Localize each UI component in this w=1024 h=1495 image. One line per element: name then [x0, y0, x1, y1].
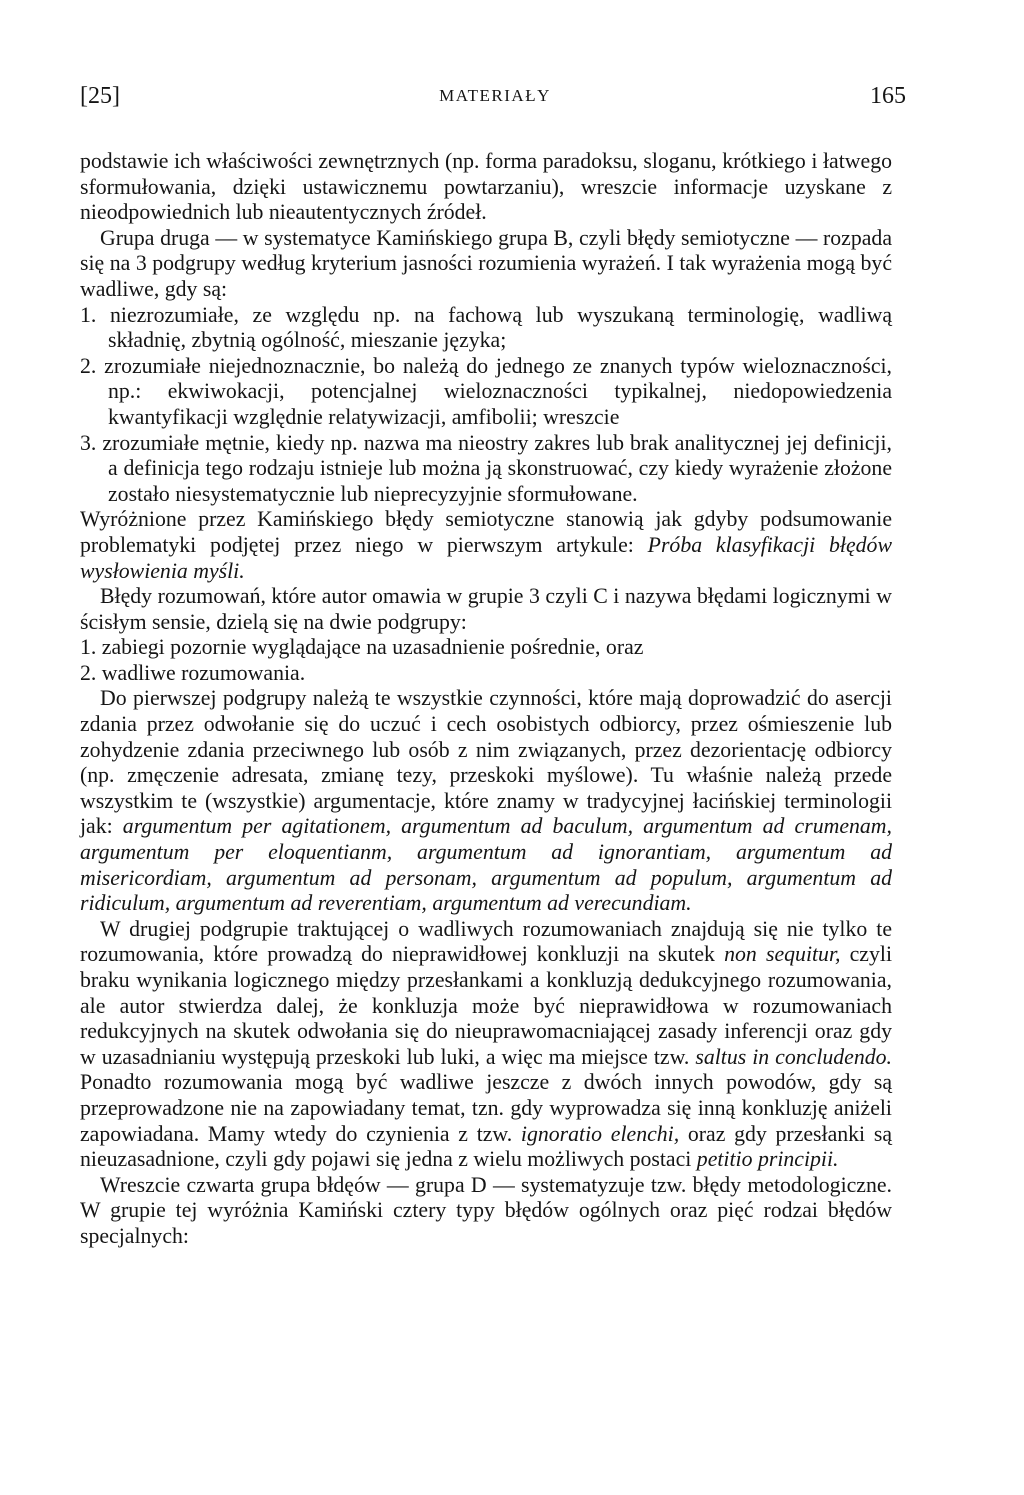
paragraph: Błędy rozumowań, które autor omawia w grupie 3 czyli C i nazywa błędami logicznymi w ścisłym sensie, dzielą się na dwie podgrupy:: [80, 584, 892, 634]
paragraph: Grupa druga — w systematyce Kamińskiego grupa B, czyli błędy semiotyczne — rozpada się na 3 podgrupy według kryterium jasności rozumienia wyrażeń. I tak wyrażenia mogą być wadliwe, gdy są:: [80, 225, 892, 301]
text-run: Do pierwszej podgrupy należą te wszystkie czynności, które mają doprowadzić do asercji zdania przez odwołanie się do uczuć i cech osobistych odbiorcy, przez ośmieszenie lub zohydzenie zdania przeciwnego lub osób z nim związanych, przez dezorientację odbiorcy (np. zmęczenie adresata, zmianę tezy, przeskoki myślowe). Tu właśnie należą przede wszystkim te (wszystkie) argumentacje, które znamy w tradycyjnej łacińskiej terminologii jak:: [80, 686, 892, 839]
article-title: Próba klasyfikacji błędów wysłowienia myśli.: [80, 532, 892, 583]
text-run: Wyróżnione przez Kamińskiego błędy semiotyczne stanowią jak gdyby podsumowanie problematyki podjętej przez niego w pierwszym artykule:: [80, 507, 892, 557]
text-run: W drugiej podgrupie traktującej o wadliwych rozumowaniach znajdują się nie tylko te rozumowania, które prowadzą do nieprawidłowej konkluzji na skutek: [80, 916, 892, 967]
paragraph: podstawie ich właściwości zewnętrznych (np. forma paradoksu, sloganu, krótkiego i łatwego sformułowania, dzięki ustawicznemu powtarzaniu), wreszcie informacje uzyskane z nieodpowiednich lub nieautentycznych źródeł.: [80, 149, 892, 225]
section-title: MATERIAŁY: [439, 86, 551, 105]
latin-term: saltus in concludendo.: [695, 1044, 892, 1069]
page-number: 165: [870, 83, 906, 109]
latin-term: petitio principii.: [696, 1147, 839, 1172]
paragraph: Wreszcie czwarta grupa błdęów — grupa D — systematyzuje tzw. błędy metodologiczne. W grupie tej wyróżnia Kamiński cztery typy błędów ogólnych oraz pięć rodzai błędów specjalnych:: [80, 1172, 892, 1248]
list-item: 1. zabiegi pozornie wyglądające na uzasadnienie pośrednie, oraz: [80, 635, 644, 660]
list-item: 3. zrozumiałe mętnie, kiedy np. nazwa ma nieostry zakres lub brak analitycznej jej definicji, a definicja tego rodzaju istnieje lub można ją skonstruować, czy kiedy wyrażenie złożone zostało niesystematycznie lub nieprecyzyjnie sformułowane.: [80, 430, 892, 506]
text-run: Ponadto rozumowania mogą być wadliwe jeszcze z dwóch innych powodów, gdy są przeprowadzone nie na zapowiadany temat, tzn. gdy wyprowadza się inną konkluzję aniżeli zapowiadana. Mamy wtedy do czynienia z tzw.: [80, 1070, 892, 1146]
running-header: [80, 83, 910, 115]
paragraph: [80, 686, 892, 916]
list-item: 2. zrozumiałe niejednoznacznie, bo należą do jednego ze znanych typów wieloznaczności, np.: ekwiwokacji, potencjalnej wieloznaczności typikalnej, niedopowiedzenia kwantyfikacji względnie relatywizacji, amfibolii; wreszcie: [80, 353, 892, 429]
paragraph: [80, 917, 892, 1173]
body-text: [80, 149, 892, 1250]
text-run: czyli braku wynikania logicznego między przesłankami a konkluzją dedukcyjnego rozumowania, ale autor stwierdza dalej, że konkluzja może być nieprawidłowa w rozumowaniach redukcyjnych na skutek odwołania się do nieuprawomacniającej zasady inferencji oraz gdy w uzasadnianiu występują przeskoki lub luki, a więc ma miejsce tzw.: [80, 942, 892, 1069]
latin-term: non sequitur,: [724, 942, 841, 967]
latin-term: ignoratio elenchi,: [520, 1121, 680, 1146]
list-item: 2. wadliwe rozumowania.: [80, 660, 306, 685]
list-item: 1. niezrozumiałe, ze względu np. na fachową lub wyszukaną terminologię, wadliwą składnię, zbytnią ogólność, mieszanie języka;: [80, 302, 892, 353]
page-reference: [25]: [80, 83, 120, 109]
latin-terms: argumentum per agitationem, argumentum ad baculum, argumentum ad crumenam, argumentum per eloquentianm, argumentum ad ignorantiam, argumentum ad misericordiam, argumentum ad personam, argumentum ad populum, argumentum ad ridiculum, argumentum ad reverentiam, argumentum ad verecundiam.: [80, 814, 892, 916]
text-run: oraz gdy przesłanki są nieuzasadnione, czyli gdy pojawi się jedna z wielu możliwych postaci: [80, 1121, 892, 1172]
paragraph: [80, 507, 892, 584]
